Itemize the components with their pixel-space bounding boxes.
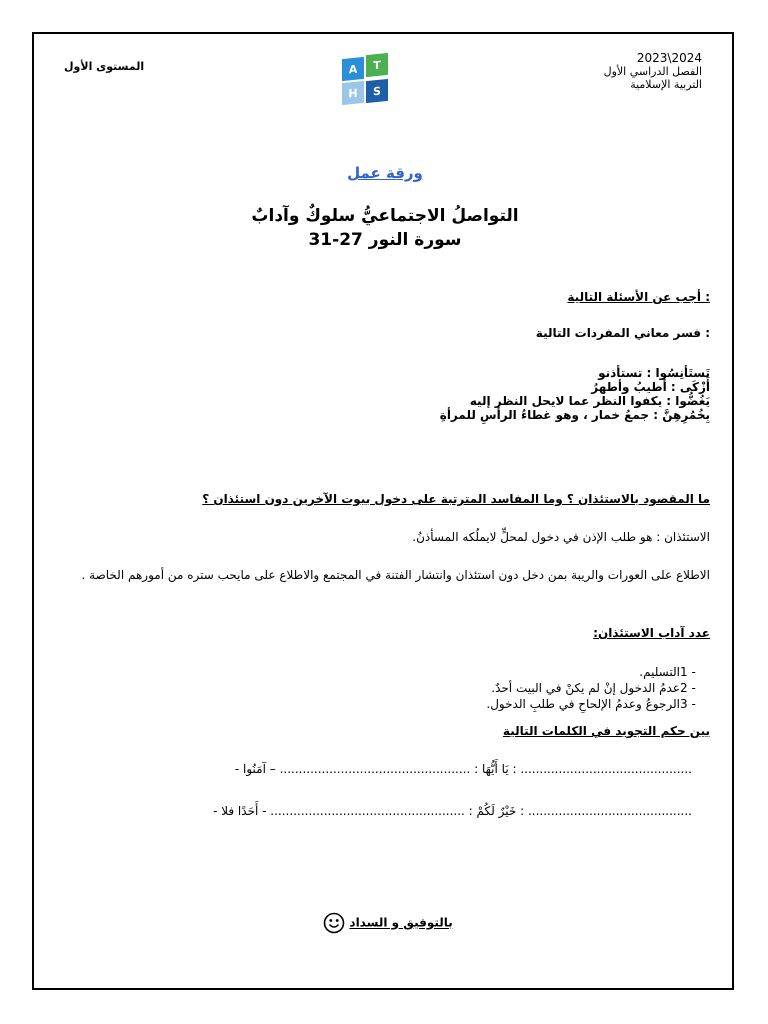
answer-1b: الاطلاع على العورات والريبة بمن دخل دون استئذان وانتشار الفتنة في المجتمع والاطلاع على مايحب ستره من أمورهم الخاصة . <box>81 568 710 582</box>
tajweed-row <box>114 804 692 818</box>
lesson-title: التواصلُ الاجتماعيُّ سلوكٌ وآدابٌ <box>251 206 519 226</box>
subject: التربية الإسلامية <box>630 78 702 91</box>
answer-blank[interactable]: ........................................... <box>527 804 692 818</box>
smiley-icon <box>323 912 345 934</box>
etiquette-heading: عدد آداب الاستئذان: <box>593 626 710 640</box>
surah-title: سورة النور 27-31 <box>308 230 462 250</box>
tajweed-word: : خَيْرٌ لَكُمْ : <box>468 804 525 818</box>
vocab-item: يَغُضُّوا : يكفوا النظر عما لايحل النظر إليه <box>469 394 710 408</box>
answer-heading: : أجب عن الأسئلة التالية <box>567 290 710 304</box>
school-logo <box>334 52 394 112</box>
answer-blank[interactable]: .................................................. <box>279 762 471 776</box>
logo-tile-h: H <box>342 81 364 105</box>
list-text: الرجوعُ وعدمُ الإلحاحِ في طلبِ الدخول. <box>486 697 680 711</box>
logo-tile-a: A <box>342 57 364 81</box>
closing-text: بالتوفيق و السداد <box>349 915 453 930</box>
vocab-list <box>50 366 710 422</box>
logo-tile-t: T <box>366 53 388 77</box>
header-info <box>482 52 702 91</box>
list-number: 2 - <box>680 681 696 695</box>
logo-tile-s: S <box>366 79 388 103</box>
list-number: 1 - <box>680 665 696 679</box>
list-text: عدمُ الدخول إنْ لم يكنْ في البيت أحدٌ. <box>491 681 680 695</box>
etiquette-list <box>50 664 710 712</box>
list-item <box>50 680 710 696</box>
tajweed-word: : يَا أَيُّهَا : <box>474 762 517 776</box>
tajweed-row <box>114 762 692 776</box>
answer-blank[interactable]: ............................................. <box>520 762 692 776</box>
list-item <box>50 696 710 712</box>
worksheet-page <box>32 32 734 990</box>
vocab-item: بِخُمُرِهِنَّ : جمعُ خمار ، وهو غطاءُ الرأسِ للمرأةِ <box>439 408 710 422</box>
list-text: التسليم. <box>639 665 680 679</box>
vocab-item: تَستَأنِسُوا : تستأذنو <box>598 366 710 380</box>
worksheet-label: ورقة عمل <box>347 164 423 182</box>
tajweed-word: – آمَنُوا - <box>234 762 276 776</box>
level-label: المستوى الأول <box>64 60 145 73</box>
closing-line <box>34 912 736 934</box>
list-item <box>50 664 710 680</box>
academic-year: 2023\2024 <box>636 51 702 65</box>
tajweed-word: - أَحَدًا فلا - <box>213 804 267 818</box>
vocab-heading: : فسر معاني المفردات التالية <box>535 326 710 340</box>
answer-blank[interactable]: ................................................... <box>270 804 465 818</box>
tajweed-heading: بين حكم التجويد في الكلمات التالية <box>502 724 710 738</box>
list-number: 3 - <box>680 697 696 711</box>
semester: الفصل الدراسي الأول <box>603 65 702 78</box>
question-1: ما المقصود بالاستئذان ؟ وما المفاسد المترتبة على دخول بيوت الآخرين دون استئذان ؟ <box>202 492 710 506</box>
answer-1a: الاستئذان : هو طلب الإذن في دخول لمحلٍّ لايملُكه المسأذنُ. <box>412 530 710 544</box>
vocab-item: أَزْكَى : أطيبُ وأطهرُ <box>591 380 710 394</box>
